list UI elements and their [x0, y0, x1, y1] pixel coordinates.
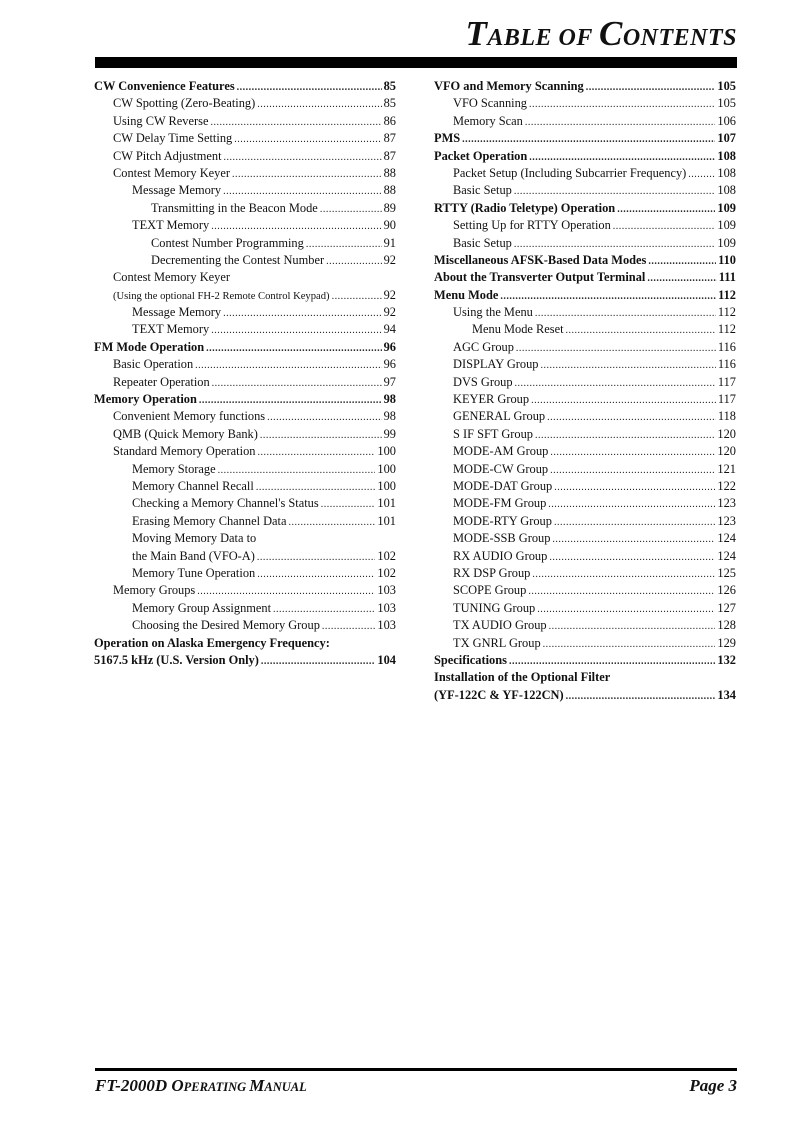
- toc-entry-title: Choosing the Desired Memory Group: [132, 618, 320, 633]
- toc-entry[interactable]: [434, 130, 736, 147]
- toc-entry[interactable]: [434, 391, 736, 408]
- toc-entry-title: TX GNRL Group: [453, 635, 541, 650]
- toc-entry-page: 126: [717, 583, 736, 598]
- toc-entry-page: 106: [717, 113, 736, 128]
- toc-entry-title: CW Pitch Adjustment: [113, 148, 222, 163]
- toc-entry-page: 116: [717, 339, 736, 354]
- toc-entry-title: Message Memory: [132, 183, 222, 198]
- toc-leader-dots: [514, 183, 716, 200]
- toc-entry[interactable]: [434, 478, 736, 495]
- toc-entry-page: 101: [377, 513, 396, 528]
- toc-entry[interactable]: [434, 582, 736, 599]
- toc-entry-title: MODE-DAT Group: [453, 478, 553, 493]
- toc-entry-title: Memory Tune Operation: [132, 565, 256, 580]
- toc-entry[interactable]: [434, 217, 736, 234]
- toc-right-column: [434, 78, 736, 704]
- toc-leader-dots: [515, 375, 716, 392]
- toc-entry[interactable]: [434, 252, 736, 269]
- toc-leader-dots: [260, 427, 382, 444]
- toc-entry[interactable]: [94, 200, 396, 217]
- toc-entry-title: (YF-122C & YF-122CN): [434, 687, 564, 702]
- toc-entry-title: Contest Memory Keyer: [113, 165, 230, 180]
- toc-entry-page: 112: [717, 322, 736, 337]
- toc-entry-page: 122: [717, 478, 736, 493]
- toc-entry-page: 92: [383, 252, 396, 267]
- toc-entry[interactable]: [434, 235, 736, 252]
- toc-entry-title: Miscellaneous AFSK-Based Data Modes: [434, 252, 647, 267]
- toc-entry[interactable]: [434, 600, 736, 617]
- toc-entry-page: 94: [383, 322, 396, 337]
- toc-leader-dots: [224, 149, 382, 166]
- toc-entry[interactable]: [434, 287, 736, 304]
- toc-entry[interactable]: [94, 408, 396, 425]
- toc-leader-dots: [261, 653, 376, 670]
- toc-entry-title: 5167.5 kHz (U.S. Version Only): [94, 652, 259, 667]
- toc-entry-page: 85: [383, 96, 396, 111]
- toc-entry-page: 123: [717, 513, 736, 528]
- toc-entry[interactable]: [94, 269, 396, 286]
- toc-entry-page: 102: [377, 565, 396, 580]
- toc-entry-page: 117: [717, 374, 736, 389]
- toc-entry-title: Contest Memory Keyer: [113, 270, 230, 285]
- toc-entry-page: 123: [717, 496, 736, 511]
- toc-entry-title: Setting Up for RTTY Operation: [453, 218, 611, 233]
- toc-entry[interactable]: [94, 304, 396, 321]
- toc-entry-title: Contest Number Programming: [151, 235, 304, 250]
- toc-leader-dots: [537, 601, 715, 618]
- toc-entry-title: DISPLAY Group: [453, 357, 539, 372]
- toc-entry[interactable]: [434, 495, 736, 512]
- toc-entry-title: CW Delay Time Setting: [113, 131, 233, 146]
- toc-leader-dots: [549, 549, 715, 566]
- toc-leader-dots: [647, 270, 716, 287]
- toc-leader-dots: [617, 201, 715, 218]
- toc-entry[interactable]: [434, 95, 736, 112]
- toc-entry-page: 107: [717, 131, 736, 146]
- toc-leader-dots: [218, 462, 376, 479]
- toc-leader-dots: [548, 496, 715, 513]
- toc-entry-page: 120: [717, 426, 736, 441]
- toc-entry[interactable]: [94, 235, 396, 252]
- toc-leader-dots: [320, 201, 382, 218]
- toc-leader-dots: [306, 236, 382, 253]
- toc-left-column: [94, 78, 396, 669]
- toc-leader-dots: [223, 305, 381, 322]
- toc-entry[interactable]: [434, 443, 736, 460]
- toc-entry-page: 124: [717, 531, 736, 546]
- toc-entry-title: CW Spotting (Zero-Beating): [113, 96, 256, 111]
- toc-entry-page: 103: [377, 583, 396, 598]
- toc-entry-page: 118: [717, 409, 736, 424]
- toc-entry-title: TEXT Memory: [132, 322, 210, 337]
- toc-entry-title: S IF SFT Group: [453, 426, 533, 441]
- toc-entry[interactable]: [434, 200, 736, 217]
- toc-entry-page: 87: [383, 131, 396, 146]
- toc-entry-title: the Main Band (VFO-A): [132, 548, 255, 563]
- toc-leader-dots: [211, 218, 381, 235]
- toc-entry-title: Memory Group Assignment: [132, 600, 272, 615]
- toc-entry-page: 108: [717, 148, 736, 163]
- toc-entry[interactable]: [434, 374, 736, 391]
- toc-entry-page: 125: [717, 565, 736, 580]
- toc-entry[interactable]: [434, 669, 736, 686]
- toc-entry[interactable]: [94, 217, 396, 234]
- toc-entry-title: Repeater Operation: [113, 374, 210, 389]
- toc-entry-title: VFO Scanning: [453, 96, 527, 111]
- toc-entry[interactable]: [434, 304, 736, 321]
- toc-entry[interactable]: [434, 530, 736, 547]
- toc-leader-dots: [514, 236, 716, 253]
- toc-entry-title: Transmitting in the Beacon Mode: [151, 200, 318, 215]
- toc-entry-page: 92: [383, 305, 396, 320]
- toc-entry-title: RTTY (Radio Teletype) Operation: [434, 200, 616, 215]
- toc-entry[interactable]: [94, 617, 396, 634]
- toc-leader-dots: [543, 636, 716, 653]
- toc-entry-page: 98: [383, 392, 396, 407]
- toc-leader-dots: [500, 288, 716, 305]
- toc-leader-dots: [257, 566, 375, 583]
- toc-leader-dots: [257, 549, 376, 566]
- toc-entry-page: 105: [717, 96, 736, 111]
- toc-entry-page: 105: [717, 79, 736, 93]
- toc-entry-title: MODE-CW Group: [453, 461, 549, 476]
- toc-entry-page: 104: [377, 652, 396, 667]
- toc-entry-title: Decrementing the Contest Number: [151, 252, 325, 267]
- toc-entry[interactable]: [94, 548, 396, 565]
- toc-leader-dots: [234, 131, 381, 148]
- toc-entry[interactable]: [434, 513, 736, 530]
- toc-leader-dots: [529, 149, 715, 166]
- toc-leader-dots: [549, 618, 716, 635]
- toc-entry[interactable]: [434, 687, 736, 704]
- toc-entry-title: Using the Menu: [453, 305, 533, 320]
- toc-entry-page: 121: [717, 461, 736, 476]
- toc-entry-page: 111: [718, 270, 736, 285]
- toc-leader-dots: [528, 583, 715, 600]
- toc-entry-page: 109: [717, 235, 736, 250]
- toc-leader-dots: [613, 218, 716, 235]
- toc-entry-page: 103: [377, 618, 396, 633]
- toc-entry[interactable]: [94, 513, 396, 530]
- toc-entry-title: Packet Setup (Including Subcarrier Frequency): [453, 165, 687, 180]
- toc-entry-title: Memory Groups: [113, 583, 196, 598]
- toc-entry-page: 96: [383, 357, 396, 372]
- toc-entry-page: 109: [717, 200, 736, 215]
- toc-leader-dots: [535, 305, 716, 322]
- toc-entry-page: 98: [383, 409, 396, 424]
- toc-entry[interactable]: [94, 182, 396, 199]
- toc-entry[interactable]: [94, 530, 396, 547]
- toc-entry-title: TEXT Memory: [132, 218, 210, 233]
- toc-entry-page: 96: [383, 339, 396, 354]
- toc-entry-title: Basic Operation: [113, 357, 194, 372]
- toc-leader-dots: [232, 166, 382, 183]
- toc-entry[interactable]: [94, 321, 396, 338]
- title-rule: [95, 57, 737, 68]
- toc-entry[interactable]: [94, 478, 396, 495]
- toc-entry-title: PMS: [434, 131, 461, 146]
- toc-entry[interactable]: [94, 130, 396, 147]
- toc-entry[interactable]: [94, 495, 396, 512]
- toc-leader-dots: [267, 409, 382, 426]
- toc-entry-title: DVS Group: [453, 374, 513, 389]
- toc-entry-title: Convenient Memory functions: [113, 409, 266, 424]
- toc-entry-title: KEYER Group: [453, 392, 530, 407]
- toc-entry[interactable]: [94, 565, 396, 582]
- toc-leader-dots: [257, 444, 375, 461]
- toc-entry-title: MODE-AM Group: [453, 444, 549, 459]
- toc-entry-title: MODE-SSB Group: [453, 531, 551, 546]
- toc-entry-title: Memory Channel Recall: [132, 478, 254, 493]
- toc-entry[interactable]: [434, 182, 736, 199]
- toc-entry-page: 99: [383, 426, 396, 441]
- toc-leader-dots: [210, 114, 381, 131]
- toc-entry-title: RX AUDIO Group: [453, 548, 548, 563]
- toc-leader-dots: [206, 340, 381, 357]
- toc-entry-title: Message Memory: [132, 305, 222, 320]
- toc-entry-title: Memory Storage: [132, 461, 216, 476]
- toc-entry[interactable]: [434, 113, 736, 130]
- toc-leader-dots: [195, 357, 381, 374]
- toc-leader-dots: [540, 357, 715, 374]
- toc-entry-page: 89: [383, 200, 396, 215]
- toc-entry[interactable]: [434, 635, 736, 652]
- toc-entry-page: 100: [377, 461, 396, 476]
- toc-entry-title: Operation on Alaska Emergency Frequency:: [94, 635, 330, 650]
- toc-entry-page: 124: [717, 548, 736, 563]
- toc-leader-dots: [552, 531, 715, 548]
- toc-entry-title: MODE-RTY Group: [453, 513, 552, 528]
- toc-entry-title: GENERAL Group: [453, 409, 546, 424]
- toc-entry-page: 88: [383, 165, 396, 180]
- toc-entry-page: 87: [383, 148, 396, 163]
- toc-entry-page: 108: [717, 165, 736, 180]
- toc-entry[interactable]: [94, 252, 396, 269]
- toc-leader-dots: [550, 462, 715, 479]
- toc-entry-title: AGC Group: [453, 339, 514, 354]
- toc-leader-dots: [332, 288, 382, 305]
- toc-leader-dots: [462, 131, 715, 148]
- toc-entry-page: 86: [383, 113, 396, 128]
- toc-leader-dots: [554, 514, 715, 531]
- toc-entry-page: 85: [383, 79, 396, 93]
- toc-entry-page: 109: [717, 218, 736, 233]
- toc-leader-dots: [586, 79, 716, 96]
- toc-entry[interactable]: [94, 374, 396, 391]
- toc-leader-dots: [322, 618, 376, 635]
- toc-entry[interactable]: [94, 600, 396, 617]
- toc-leader-dots: [688, 166, 715, 183]
- toc-entry[interactable]: [434, 269, 736, 286]
- toc-entry[interactable]: [434, 165, 736, 182]
- toc-entry-page: 117: [717, 392, 736, 407]
- toc-leader-dots: [547, 409, 716, 426]
- footer-page-number: Page 3: [689, 1076, 737, 1095]
- toc-leader-dots: [566, 688, 716, 705]
- toc-entry-page: 132: [717, 652, 736, 667]
- toc-entry[interactable]: [434, 408, 736, 425]
- toc-leader-dots: [326, 253, 382, 270]
- toc-entry-page: 120: [717, 444, 736, 459]
- toc-entry[interactable]: [94, 148, 396, 165]
- toc-leader-dots: [223, 183, 381, 200]
- toc-leader-dots: [648, 253, 716, 270]
- toc-entry-title: CW Convenience Features: [94, 79, 235, 93]
- toc-entry-title: FM Mode Operation: [94, 339, 205, 354]
- toc-entry[interactable]: [94, 652, 396, 669]
- toc-leader-dots: [212, 375, 382, 392]
- toc-leader-dots: [289, 514, 376, 531]
- toc-entry[interactable]: [434, 461, 736, 478]
- toc-entry-title: Basic Setup: [453, 235, 512, 250]
- toc-entry-title: Installation of the Optional Filter: [434, 670, 611, 685]
- toc-entry-title: Memory Operation: [94, 392, 197, 407]
- toc-entry-page: 100: [377, 478, 396, 493]
- toc-entry-title: RX DSP Group: [453, 565, 531, 580]
- toc-entry-page: 108: [717, 183, 736, 198]
- toc-leader-dots: [535, 427, 715, 444]
- toc-entry[interactable]: [434, 652, 736, 669]
- toc-entry-page: 134: [717, 687, 736, 702]
- toc-entry-page: 128: [717, 618, 736, 633]
- toc-entry[interactable]: [94, 356, 396, 373]
- toc-entry[interactable]: [94, 443, 396, 460]
- toc-leader-dots: [199, 392, 382, 409]
- toc-leader-dots: [321, 496, 376, 513]
- toc-entry-title: Standard Memory Operation: [113, 444, 256, 459]
- toc-entry[interactable]: [94, 95, 396, 112]
- toc-entry[interactable]: [94, 78, 396, 95]
- toc-entry-page: 112: [717, 305, 736, 320]
- toc-entry-page: 90: [383, 218, 396, 233]
- toc-entry-title: QMB (Quick Memory Bank): [113, 426, 258, 441]
- toc-entry[interactable]: [434, 78, 736, 95]
- toc-leader-dots: [256, 479, 376, 496]
- toc-leader-dots: [509, 653, 715, 670]
- toc-entry[interactable]: [434, 617, 736, 634]
- toc-leader-dots: [529, 96, 715, 113]
- toc-entry[interactable]: [94, 113, 396, 130]
- toc-entry-title: Basic Setup: [453, 183, 512, 198]
- toc-entry-page: 112: [718, 287, 736, 302]
- toc-leader-dots: [211, 322, 381, 339]
- toc-entry-page: 92: [383, 287, 396, 302]
- toc-entry-title: Erasing Memory Channel Data: [132, 513, 287, 528]
- toc-entry[interactable]: [94, 339, 396, 356]
- toc-entry[interactable]: [94, 635, 396, 652]
- toc-entry-page: 102: [377, 548, 396, 563]
- toc-entry-title: Packet Operation: [434, 148, 528, 163]
- toc-entry-title: About the Transverter Output Terminal: [434, 270, 646, 285]
- toc-entry-page: 101: [377, 496, 396, 511]
- toc-leader-dots: [532, 566, 715, 583]
- toc-entry[interactable]: [434, 565, 736, 582]
- toc-entry-page: 91: [383, 235, 396, 250]
- toc-entry-page: 129: [717, 635, 736, 650]
- toc-entry[interactable]: [434, 148, 736, 165]
- toc-entry[interactable]: [94, 461, 396, 478]
- toc-entry-page: 103: [377, 600, 396, 615]
- toc-entry[interactable]: [94, 165, 396, 182]
- toc-entry-page: 88: [383, 183, 396, 198]
- toc-entry[interactable]: [434, 548, 736, 565]
- toc-entry[interactable]: [94, 426, 396, 443]
- toc-entry-title: Moving Memory Data to: [132, 531, 257, 546]
- toc-entry[interactable]: [434, 321, 736, 338]
- toc-entry[interactable]: [94, 287, 396, 304]
- toc-leader-dots: [237, 79, 382, 96]
- toc-entry[interactable]: [94, 391, 396, 408]
- toc-entry-title: (Using the optional FH-2 Remote Control Keypad): [113, 290, 330, 302]
- toc-leader-dots: [554, 479, 715, 496]
- toc-entry-title: Checking a Memory Channel's Status: [132, 496, 319, 511]
- toc-entry-title: TX AUDIO Group: [453, 618, 547, 633]
- page-title: TABLE OF CONTENTS: [465, 14, 737, 53]
- toc-entry-title: Specifications: [434, 652, 507, 667]
- toc-leader-dots: [525, 114, 716, 131]
- toc-entry[interactable]: [434, 356, 736, 373]
- toc-entry-page: 127: [717, 600, 736, 615]
- toc-leader-dots: [273, 601, 375, 618]
- toc-entry[interactable]: [94, 582, 396, 599]
- toc-leader-dots: [257, 96, 381, 113]
- toc-leader-dots: [197, 583, 375, 600]
- toc-entry-title: TUNING Group: [453, 600, 536, 615]
- toc-entry-title: VFO and Memory Scanning: [434, 79, 584, 93]
- footer-manual-title: FT-2000D OPERATING MANUAL: [95, 1076, 307, 1095]
- toc-entry[interactable]: [434, 339, 736, 356]
- toc-entry[interactable]: [434, 426, 736, 443]
- toc-entry-page: 97: [383, 374, 396, 389]
- toc-entry-page: 116: [717, 357, 736, 372]
- toc-entry-title: Using CW Reverse: [113, 113, 209, 128]
- toc-entry-title: SCOPE Group: [453, 583, 527, 598]
- toc-leader-dots: [550, 444, 715, 461]
- toc-entry-page: 100: [377, 444, 396, 459]
- toc-leader-dots: [531, 392, 716, 409]
- toc-leader-dots: [566, 322, 716, 339]
- toc-entry-title: Menu Mode Reset: [472, 322, 564, 337]
- toc-leader-dots: [516, 340, 716, 357]
- toc-entry-title: MODE-FM Group: [453, 496, 547, 511]
- footer-rule: [95, 1068, 737, 1071]
- toc-entry-page: 110: [718, 252, 736, 267]
- toc-entry-title: Menu Mode: [434, 287, 499, 302]
- toc-entry-title: Memory Scan: [453, 113, 523, 128]
